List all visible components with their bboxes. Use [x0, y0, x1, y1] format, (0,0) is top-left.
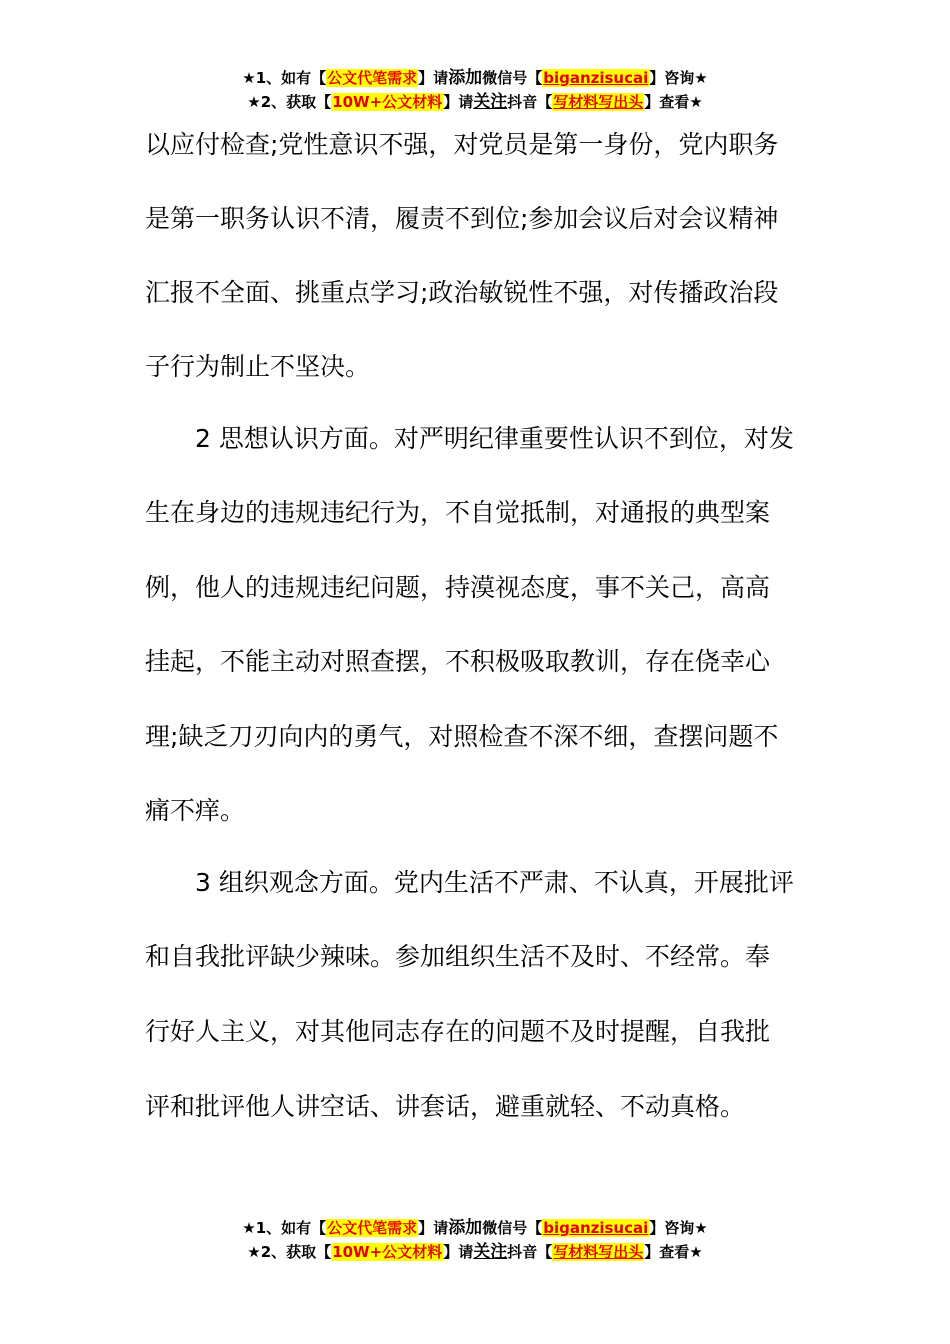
- banner-text: ★2、获取【: [247, 1243, 332, 1261]
- banner-highlight: 公文代笔需求: [327, 1219, 418, 1237]
- body-line: 痛不痒。: [145, 796, 246, 825]
- body-line: 是第一职务认识不清，履责不到位;参加会议后对会议精神: [145, 204, 779, 233]
- banner-highlight: 10W+公文材料: [332, 93, 443, 111]
- body-line: 和自我批评缺少辣味。参加组织生活不及时、不经常。奉: [145, 942, 771, 971]
- paragraph-start-line: 3 组织观念方面。党内生活不严肃、不认真，开展批评: [195, 868, 794, 897]
- banner-text: 】请: [443, 93, 474, 111]
- banner-highlight: 公文代笔需求: [327, 69, 418, 87]
- banner-emphasis: 关注: [473, 92, 508, 112]
- body-line: 以应付检查;党性意识不强，对党员是第一身份，党内职务: [145, 130, 779, 159]
- header-banner: [0, 66, 950, 114]
- banner-line-2: [0, 1240, 950, 1264]
- banner-emphasis: 添加: [448, 1218, 483, 1238]
- paragraph-start-line: 2 思想认识方面。对严明纪律重要性认识不到位，对发: [195, 424, 794, 453]
- banner-text: 微信号【: [482, 69, 543, 87]
- banner-text: ★1、如有【: [242, 69, 327, 87]
- banner-text: 】咨询★: [649, 69, 708, 87]
- banner-text: 】查看★: [644, 1243, 703, 1261]
- banner-emphasis: 添加: [448, 68, 483, 88]
- body-line: 行好人主义，对其他同志存在的问题不及时提醒，自我批: [145, 1017, 771, 1046]
- body-line: 理;缺乏刀刃向内的勇气，对照检查不深不细，查摆问题不: [145, 722, 779, 751]
- banner-text: 】请: [418, 69, 449, 87]
- banner-text: 】请: [443, 1243, 474, 1261]
- body-line: 例，他人的违规违纪问题，持漠视态度，事不关己，高高: [145, 573, 771, 602]
- banner-text: 抖音【: [507, 1243, 553, 1261]
- banner-text: ★2、获取【: [247, 93, 332, 111]
- banner-line-2: [0, 90, 950, 114]
- footer-banner: [0, 1216, 950, 1264]
- banner-line-1: [0, 66, 950, 90]
- banner-highlight: 10W+公文材料: [332, 1243, 443, 1261]
- banner-text: ★1、如有【: [242, 1219, 327, 1237]
- body-line: 汇报不全面、挑重点学习;政治敏锐性不强，对传播政治段: [145, 278, 779, 307]
- banner-text: 】查看★: [644, 93, 703, 111]
- body-line: 评和批评他人讲空话、讲套话，避重就轻、不动真格。: [145, 1092, 746, 1121]
- banner-text: 抖音【: [507, 93, 553, 111]
- banner-text: 微信号【: [482, 1219, 543, 1237]
- banner-line-1: [0, 1216, 950, 1240]
- body-line: 挂起，不能主动对照查摆，不积极吸取教训，存在侥幸心: [145, 647, 771, 676]
- banner-text: 】咨询★: [649, 1219, 708, 1237]
- banner-douyin-id: 写材料写出头: [553, 93, 644, 111]
- banner-wechat-id: biganzisucai: [543, 1219, 649, 1237]
- banner-emphasis: 关注: [473, 1242, 508, 1262]
- body-line: 子行为制止不坚决。: [145, 352, 371, 381]
- banner-wechat-id: biganzisucai: [543, 69, 649, 87]
- body-line: 生在身边的违规违纪行为，不自觉抵制，对通报的典型案: [145, 498, 771, 527]
- banner-douyin-id: 写材料写出头: [553, 1243, 644, 1261]
- banner-text: 】请: [418, 1219, 449, 1237]
